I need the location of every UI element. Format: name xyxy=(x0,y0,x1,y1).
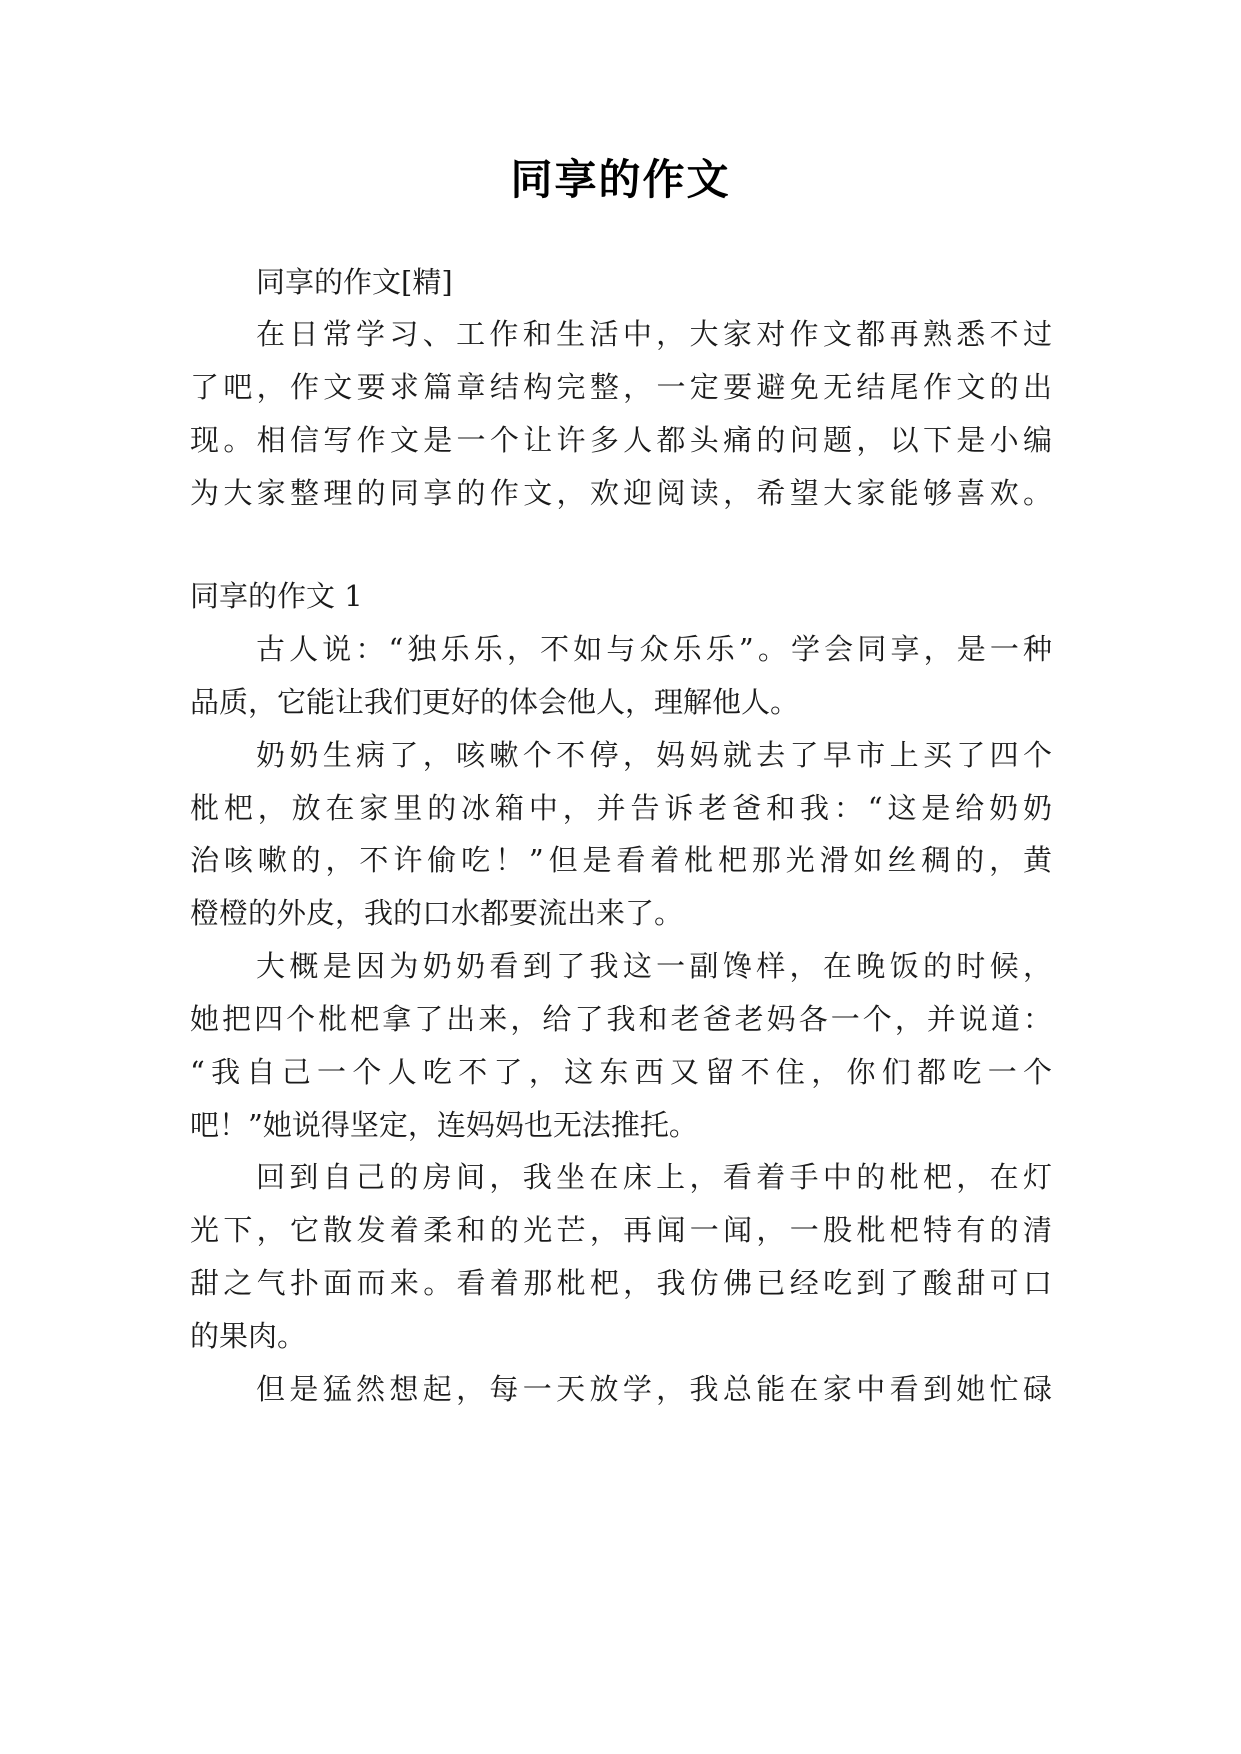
paragraph-line: 但是猛然想起，每一天放学，我总能在家中看到她忙碌 xyxy=(256,1372,1052,1406)
paragraph-line: 现。相信写作文是一个让许多人都头痛的问题，以下是小编 xyxy=(190,423,1052,457)
paragraph-line: 了吧，作文要求篇章结构完整，一定要避免无结尾作文的出 xyxy=(190,370,1052,404)
paragraph-line: 在日常学习、工作和生活中，大家对作文都再熟悉不过 xyxy=(256,317,1052,351)
section-heading: 同享的作文 1 xyxy=(190,579,363,613)
paragraph-line: 吧！”她说得坚定，连妈妈也无法推托。 xyxy=(190,1108,698,1142)
paragraph-line: 奶奶生病了，咳嗽个不停，妈妈就去了早市上买了四个 xyxy=(256,738,1052,772)
paragraph-line: 她把四个枇杷拿了出来，给了我和老爸老妈各一个，并说道： xyxy=(190,1002,1052,1036)
paragraph-line: 的果肉。 xyxy=(190,1319,307,1353)
subtitle-line: 同享的作文[精] xyxy=(256,265,453,299)
paragraph-line: 回到自己的房间，我坐在床上，看着手中的枇杷，在灯 xyxy=(256,1160,1052,1194)
paragraph-line: 为大家整理的同享的作文，欢迎阅读，希望大家能够喜欢。 xyxy=(190,476,1052,510)
paragraph-line: 古人说：“独乐乐，不如与众乐乐”。学会同享，是一种 xyxy=(256,632,1052,666)
paragraph-line: “我自己一个人吃不了，这东西又留不住，你们都吃一个 xyxy=(190,1055,1052,1089)
paragraph-line: 甜之气扑面而来。看着那枇杷，我仿佛已经吃到了酸甜可口 xyxy=(190,1266,1052,1300)
paragraph-line: 品质，它能让我们更好的体会他人，理解他人。 xyxy=(190,685,800,719)
paragraph-line: 治咳嗽的，不许偷吃！”但是看着枇杷那光滑如丝稠的，黄 xyxy=(190,843,1052,877)
document-title: 同享的作文 xyxy=(510,155,731,204)
paragraph-line: 枇杷，放在家里的冰箱中，并告诉老爸和我：“这是给奶奶 xyxy=(190,791,1052,825)
paragraph-line: 大概是因为奶奶看到了我这一副馋样，在晚饭的时候， xyxy=(256,949,1052,983)
paragraph-line: 光下，它散发着柔和的光芒，再闻一闻，一股枇杷特有的清 xyxy=(190,1213,1052,1247)
paragraph-line: 橙橙的外皮，我的口水都要流出来了。 xyxy=(190,896,684,930)
